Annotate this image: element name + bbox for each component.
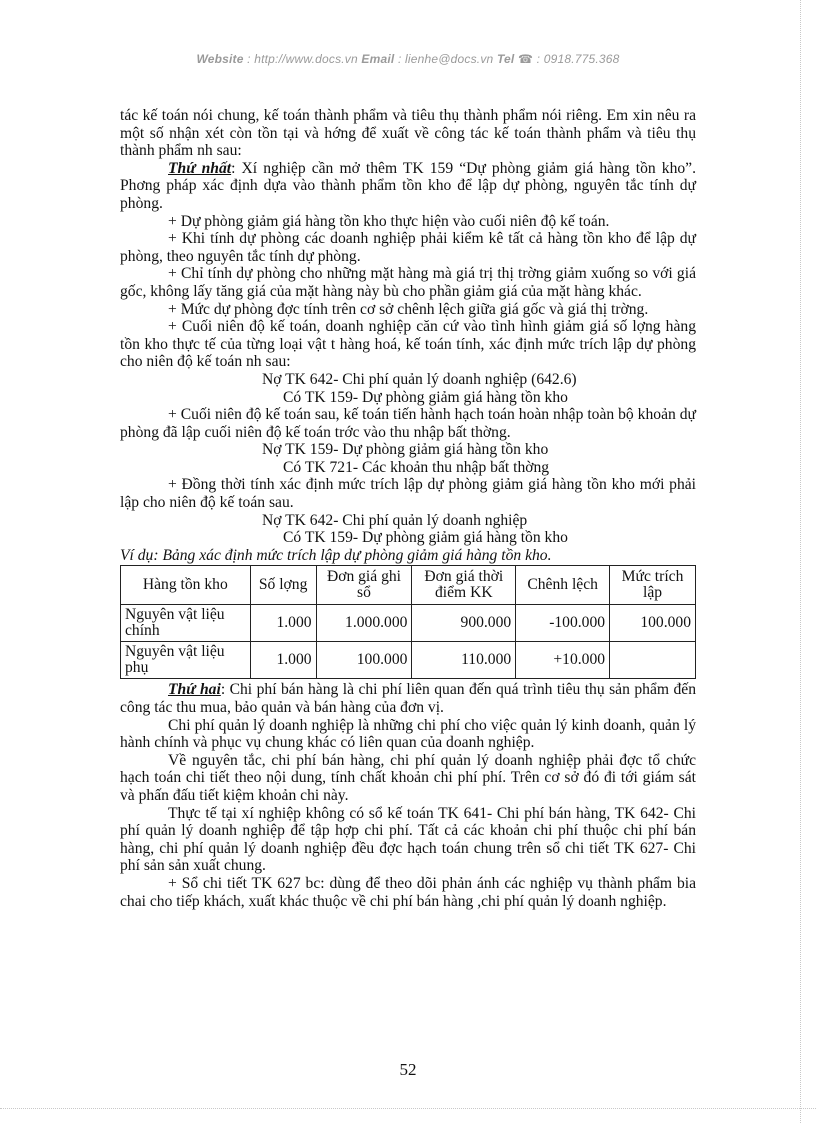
bullet-ledger-627: + Sổ chi tiết TK 627 bc: dùng để theo dõi phản ánh các nghiệp vụ thành phẩm bia chai cho tiếp khách, xuất khác thuộc về chi phí bán hàng ,chi phí quản lý doanh nghiệp. [120,874,696,910]
table-cell: 100.000 [610,605,696,642]
bullet-provision-timing: + Dự phòng giảm giá hàng tồn kho thực hiện vào cuối niên độ kế toán. [168,212,610,230]
col-header-difference: Chênh lệch [516,566,610,605]
table-row [121,605,696,642]
bullet-inventory-count: + Khi tính dự phòng các doanh nghiệp phải kiểm kê tất cả hàng tồn kho để lập dự phòng, theo nguyên tắc tính dự phòng. [120,230,696,265]
table-cell: Nguyên vật liệu chính [121,605,251,642]
document-body [120,107,696,910]
table-cell: 100.000 [316,642,412,679]
table-cell: 1.000 [250,605,316,642]
journal-entry-debit-2: Nợ TK 159- Dự phòng giảm giá hàng tồn kho [262,441,549,459]
second-point-text: : Chi phí bán hàng là chi phí liên quan đến quá trình tiêu thụ sản phẩm đến công tác thu mua, bảo quản và bán hàng của đơn vị. [120,681,696,717]
journal-entry-credit-1: Có TK 159- Dự phòng giảm giá hàng tồn kho [283,388,568,406]
page-edge-bottom [0,1108,816,1109]
paragraph-second-point [120,681,696,716]
bullet-provision-level: + Mức dự phòng đợc tính trên cơ sở chênh lệch giữa giá gốc và giá thị trờng. [168,300,649,318]
col-header-book-price: Đơn giá ghi sổ [316,566,412,605]
tel-label: Tel [496,52,515,66]
first-point-text: : Xí nghiệp cần mở thêm TK 159 “Dự phòng giảm giá hàng tồn kho”. Phơng pháp xác định dựa vào thành phẩm tồn kho để lập dự phòng, nguyên tắc tính dự phòng. [120,159,696,212]
page-number: 52 [399,1060,417,1079]
bullet-new-provision: + Đồng thời tính xác định mức trích lập dự phòng giảm giá hàng tồn kho mới phải lập cho niên độ kế toán sau. [120,476,696,512]
bullet-year-end: + Cuối niên độ kế toán, doanh nghiệp căn cứ vào tình hình giảm giá số lợng hàng tồn kho thực tế của từng loại vật t hàng hoá, kế toán tính, xác định mức trích lập dự phòng cho niên độ kế toán nh sau: [120,318,696,371]
col-header-quantity: Số lợng [250,566,316,605]
paragraph-practice: Thực tế tại xí nghiệp không có sổ kế toán TK 641- Chi phí bán hàng, TK 642- Chi phí quản lý doanh nghiệp để tập hợp chi phí. Tất cả các khoản chi phí thuộc chi phí bán hàng, chi phí quản lý doanh nghiệp đều đợc hạch toán chung trên sổ chi tiết TK 627- Chi phí sản sản xuất chung. [120,804,696,875]
col-header-item: Hàng tồn kho [121,566,251,605]
paragraph-admin-costs: Chi phí quản lý doanh nghiệp là những chi phí cho việc quản lý kinh doanh, quản lý hành chính và phục vụ chung khác có liên quan của doanh nghiệp. [120,716,696,752]
first-point-heading: Thứ nhất [168,159,232,177]
table-cell [610,642,696,679]
table-caption: Ví dụ: Bảng xác định mức trích lập dự phòng giảm giá hàng tồn kho. [120,546,552,564]
journal-entry-debit-3: Nợ TK 642- Chi phí quản lý doanh nghiệp [262,511,528,529]
table-header-row [121,566,696,605]
email-label: Email [361,52,395,66]
journal-entry-debit-1: Nợ TK 642- Chi phí quản lý doanh nghiệp (642.6) [262,370,577,388]
provision-table [120,565,696,679]
journal-entry-credit-2: Có TK 721- Các khoản thu nhập bất thờng [283,458,550,476]
paragraph-first-point [120,160,696,213]
website-label: Website [196,52,244,66]
col-header-provision: Mức trích lập [610,566,696,605]
table-cell: 1.000.000 [316,605,412,642]
bullet-reversal: + Cuối niên độ kế toán sau, kế toán tiến hành hạch toán hoàn nhập toàn bộ khoản dự phòng đã lập cuối niên độ kế toán trớc vào thu nhập bất thờng. [120,406,696,441]
table-cell: -100.000 [516,605,610,642]
table-cell: Nguyên vật liệu phụ [121,642,251,679]
second-point-heading: Thứ hai [168,681,221,699]
col-header-count-price: Đơn giá thời điểm KK [412,566,516,605]
phone-number: ☎ : 0918.775.368 [514,52,620,66]
table-cell: +10.000 [516,642,610,679]
website-link[interactable]: : http://www.docs.vn [243,52,362,66]
paragraph-principle: Về nguyên tắc, chi phí bán hàng, chi phí quản lý doanh nghiệp phải đợc tổ chức hạch toán chi tiết theo nội dung, tính chất khoản chi phí phí. Trên cơ sở đó đi tới giám sát và phấn đấu tiết kiệm khoản chi này. [120,751,696,804]
paragraph-intro: tác kế toán nói chung, kế toán thành phẩm và tiêu thụ thành phẩm nói riêng. Em xin nêu ra một số nhận xét còn tồn tại và hớng để xuất về công tác kế toán thành phẩm và tiêu thụ thành phẩm nh sau: [120,107,696,160]
table-row [121,642,696,679]
email-link[interactable]: : lienhe@docs.vn [394,52,497,66]
table-cell: 900.000 [412,605,516,642]
journal-entry-credit-3: Có TK 159- Dự phòng giảm giá hàng tồn kho [283,529,568,547]
table-cell: 110.000 [412,642,516,679]
bullet-market-price: + Chỉ tính dự phòng cho những mặt hàng mà giá trị thị trờng giảm xuống so với giá gốc, không lấy tăng giá của mặt hàng này bù cho phần giảm giá của mặt hàng khác. [120,265,696,300]
page-header [0,52,816,66]
page-edge-right [800,0,801,1123]
table-cell: 1.000 [250,642,316,679]
